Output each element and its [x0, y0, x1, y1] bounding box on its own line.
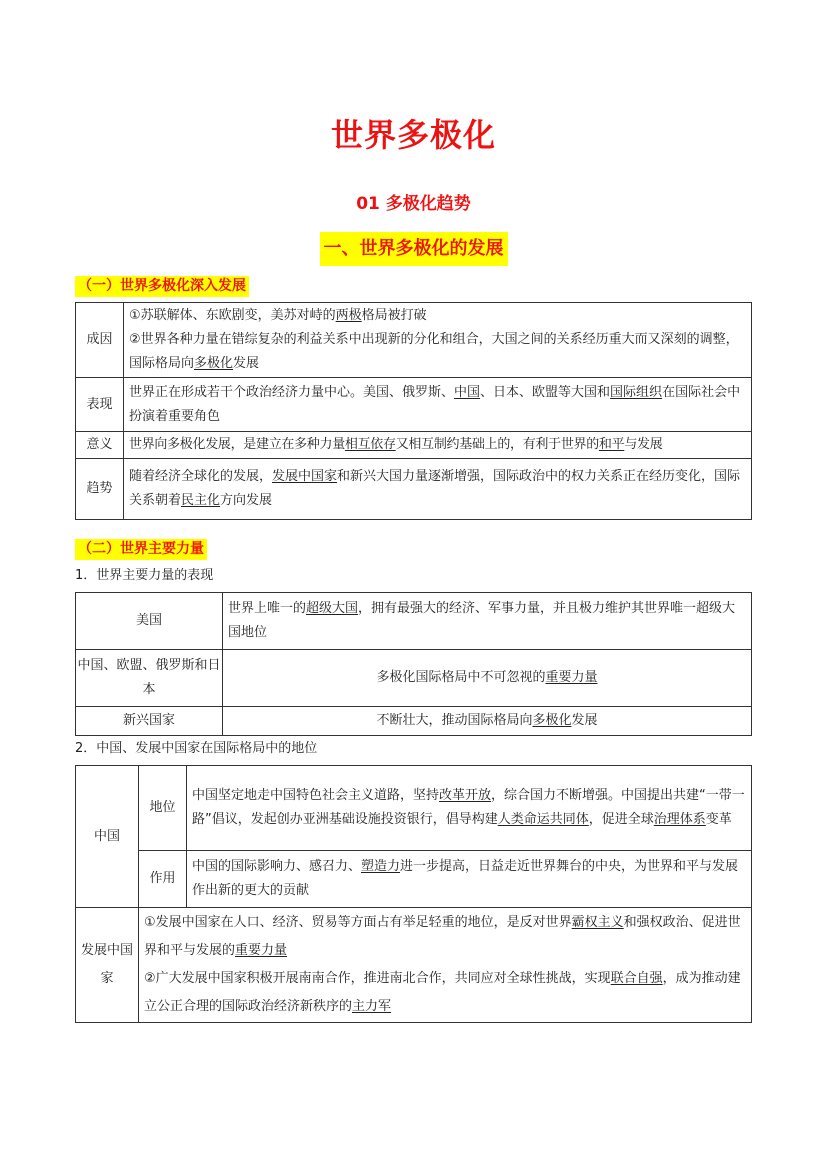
row-content: 中国坚定地走中国特色社会主义道路，坚持改革开放，综合国力不断增强。中国提出共建“一带一路”倡议，发起创办亚洲基础设施投资银行，倡导构建人类命运共同体，促进全球治理体系变革: [187, 766, 752, 851]
row-label: 意义: [76, 432, 124, 459]
section-heading: 一、世界多极化的发展: [320, 232, 508, 266]
row-content: 中国的国际影响力、感召力、塑造力进一步提高，日益走近世界舞台的中央，为世界和平与发展作出新的更大的贡献: [187, 851, 752, 908]
multipolarity-table: [75, 302, 752, 520]
table-row: [76, 650, 752, 707]
row-label: 中国、欧盟、俄罗斯和日本: [76, 650, 223, 707]
table-row: [76, 459, 752, 520]
page-title: 世界多极化: [330, 116, 496, 154]
forces-table: [75, 592, 752, 736]
row-content: 世界正在形成若干个政治经济力量中心。美国、俄罗斯、中国、日本、欧盟等大国和国际组织在国际社会中扮演着重要角色: [124, 378, 752, 432]
subtitle: 01 多极化趋势: [356, 194, 471, 214]
row-label: 美国: [76, 593, 223, 650]
row-content: ①苏联解体、东欧剧变，美苏对峙的两极格局被打破 ②世界各种力量在错综复杂的利益关系中出现新的分化和组合，大国之间的关系经历重大而又深刻的调整，国际格局向多极化发展: [124, 303, 752, 378]
table-row: [76, 378, 752, 432]
table-row: [76, 432, 752, 459]
table-row: [76, 851, 752, 908]
table-row: [76, 766, 752, 851]
row-sublabel: 作用: [139, 851, 187, 908]
row-label: 新兴国家: [76, 707, 223, 736]
status-table: [75, 765, 752, 1023]
row-label: 成因: [76, 303, 124, 378]
sub-heading-multipolarity: （一）世界多极化深入发展: [75, 276, 249, 297]
row-content: 随着经济全球化的发展，发展中国家和新兴大国力量逐渐增强，国际政治中的权力关系正在经历变化，国际关系朝着民主化方向发展: [124, 459, 752, 520]
row-content: 世界上唯一的超级大国，拥有最强大的经济、军事力量，并且极力维护其世界唯一超级大国地位: [223, 593, 752, 650]
list-heading-status: 2．中国、发展中国家在国际格局中的地位: [75, 741, 318, 756]
table-row: [76, 908, 752, 1023]
table-row: [76, 303, 752, 378]
row-label: 趋势: [76, 459, 124, 520]
sub-heading-main-forces: （二）世界主要力量: [75, 539, 207, 560]
list-heading-forces: 1．世界主要力量的表现: [75, 568, 214, 583]
row-label: 发展中国家: [76, 908, 139, 1023]
row-content: 多极化国际格局中不可忽视的重要力量: [223, 650, 752, 707]
row-content: ①发展中国家在人口、经济、贸易等方面占有举足轻重的地位，是反对世界霸权主义和强权政治、促进世界和平与发展的重要力量 ②广大发展中国家积极开展南南合作，推进南北合作，共同应对全球性挑战，实现联合自强，成为推动建立公正合理的国际政治经济新秩序的主力军: [139, 908, 752, 1023]
row-sublabel: 地位: [139, 766, 187, 851]
table-row: [76, 593, 752, 650]
row-content: 不断壮大，推动国际格局向多极化发展: [223, 707, 752, 736]
table-row: [76, 707, 752, 736]
row-label: 表现: [76, 378, 124, 432]
row-content: 世界向多极化发展，是建立在多种力量相互依存又相互制约基础上的，有利于世界的和平与发展: [124, 432, 752, 459]
row-label: 中国: [76, 766, 139, 908]
